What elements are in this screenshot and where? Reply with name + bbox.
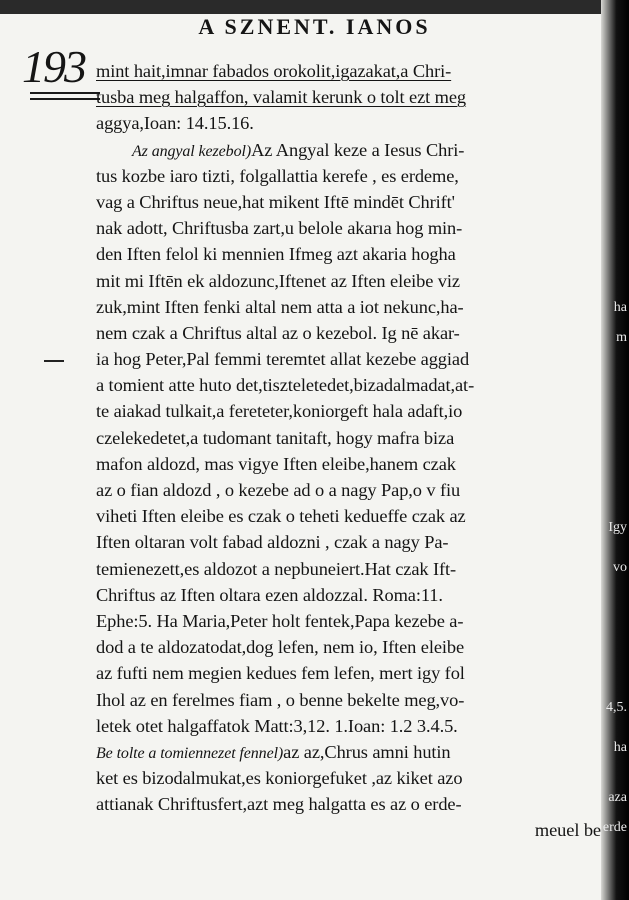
- text-line: [96, 137, 601, 163]
- text-line: [96, 556, 601, 582]
- line-text: viheti Iften eleibe es czak o teheti kedueffe czak az: [96, 506, 466, 527]
- text-line: [96, 687, 601, 713]
- text-line: [96, 608, 601, 634]
- facing-page-fragment: Igy: [608, 520, 627, 535]
- line-text: tusba meg halgaffon, valamit kerunk o tolt ezt meg: [96, 87, 467, 108]
- facing-page-fragment: ha: [613, 740, 627, 755]
- line-text: zuk,mint Iften fenki altal nem atta a iot nekunc,ha-: [96, 296, 464, 317]
- text-line: [96, 346, 601, 372]
- text-line: [96, 451, 601, 477]
- line-text: Az Angyal keze a Iesus Chri-: [251, 139, 465, 160]
- line-text: az o fian aldozd , o kezebe ad o a nagy Pap,o v fiu: [96, 480, 461, 500]
- line-text: Chriftus az Iften oltara ezen aldozzal. Roma:11.: [96, 584, 443, 605]
- line-text: mafon aldozd, mas vigye Iften eleibe,hanem czak: [96, 453, 456, 474]
- facing-page-fragment: aza: [608, 790, 627, 805]
- text-line: [96, 739, 601, 765]
- line-text: czelekedetet,a tudomant tanitaft, hogy mafra biza: [96, 427, 455, 448]
- text-line: [96, 320, 601, 346]
- line-text: ket es bizodalmukat,es koniorgefuket ,az kiket azo: [96, 768, 463, 789]
- facing-page-edge: [602, 0, 629, 900]
- text-line: [96, 58, 601, 84]
- margin-mark: [44, 360, 64, 362]
- folio-rule: [30, 92, 100, 94]
- text-line: [96, 398, 601, 424]
- line-text: den Iften felol ki mennien Ifmeg azt akaria hogha: [96, 244, 456, 265]
- line-text: mint hait,imnar fabados orokolit,igazakat,a Chri-: [96, 61, 452, 81]
- text-line: [96, 477, 601, 503]
- folio-rule: [30, 98, 100, 100]
- text-line: [96, 791, 601, 817]
- line-text: az fufti nem megien kedues fem lefen, mert igy fol: [96, 663, 465, 684]
- text-line: [96, 582, 601, 608]
- text-line: [96, 713, 601, 739]
- line-text: Ephe:5. Ha Maria,Peter holt fentek,Papa kezebe a-: [96, 610, 464, 631]
- text-line: [96, 163, 601, 189]
- line-text: temienezett,es aldozot a nepbuneiert.Hat czak Ift-: [96, 558, 457, 579]
- text-line: [96, 268, 601, 294]
- page-top-shadow: [0, 0, 629, 14]
- facing-page-fragment: 4,5.: [606, 700, 627, 715]
- text-block: [96, 58, 601, 844]
- line-text: dod a te aldozatodat,dog lefen, nem io, Iften eleibe: [96, 637, 465, 658]
- line-text: az az,Chrus amni hutin: [283, 741, 451, 762]
- text-line: [96, 241, 601, 267]
- line-text: mit mi Iftēn ek aldozunc,Iftenet az Iften eleibe viz: [96, 270, 460, 291]
- line-text: vag a Chriftus neue,hat mikent Iftē mindēt Chrift': [96, 191, 455, 212]
- facing-page-fragment: ha: [613, 300, 627, 315]
- text-line: [96, 215, 601, 241]
- text-line: [96, 425, 601, 451]
- facing-page-fragment: erde: [602, 820, 627, 835]
- text-line: [96, 660, 601, 686]
- line-text: attianak Chriftusfert,azt meg halgatta es az o erde-: [96, 794, 462, 815]
- text-line: [96, 765, 601, 791]
- text-line: [96, 503, 601, 529]
- line-text: tus kozbe iaro tizti, folgallattia kerefe , es erdeme,: [96, 165, 459, 186]
- line-text: nem czak a Chriftus altal az o kezebol. Ig nē akar-: [96, 322, 460, 343]
- lemma-reference: Az angyal kezebol): [132, 142, 252, 160]
- line-text: Ihol az en ferelmes fiam , o benne bekelte meg,vo-: [96, 689, 465, 710]
- line-text: a tomient atte huto det,tiszteletedet,bizadalmadat,at-: [96, 375, 475, 396]
- text-line: [96, 110, 601, 136]
- line-text: nak adott, Chriftusba zart,u belole akarıa hog min-: [96, 218, 463, 239]
- line-text: letek otet halgaffatok Matt:3,12. 1.Ioan: 1.2 3.4.5.: [96, 715, 458, 736]
- running-head: A SZNENT. IANOS: [198, 14, 431, 39]
- text-line: [96, 372, 601, 398]
- line-text: Iften oltaran volt fabad aldozni , czak a nagy Pa-: [96, 532, 449, 553]
- line-text: te aiakad tulkait,a fereteter,koniorgeft hala adaft,io: [96, 401, 463, 422]
- facing-page-fragment: m: [616, 330, 627, 345]
- text-line: [96, 817, 601, 843]
- text-line: [96, 294, 601, 320]
- folio-number: 193: [22, 41, 85, 92]
- text-line: [96, 84, 601, 110]
- facing-page-fragment: vo: [613, 560, 627, 575]
- line-text: ia hog Peter,Pal femmi teremtet allat kezebe aggiad: [96, 349, 470, 370]
- line-text: meuel be: [534, 820, 601, 841]
- lemma-reference: Be tolte a tomiennezet fennel): [96, 744, 284, 762]
- text-line: [96, 529, 601, 555]
- line-text: aggya,Ioan: 14.15.16.: [96, 113, 254, 134]
- text-line: [96, 634, 601, 660]
- text-line: [96, 189, 601, 215]
